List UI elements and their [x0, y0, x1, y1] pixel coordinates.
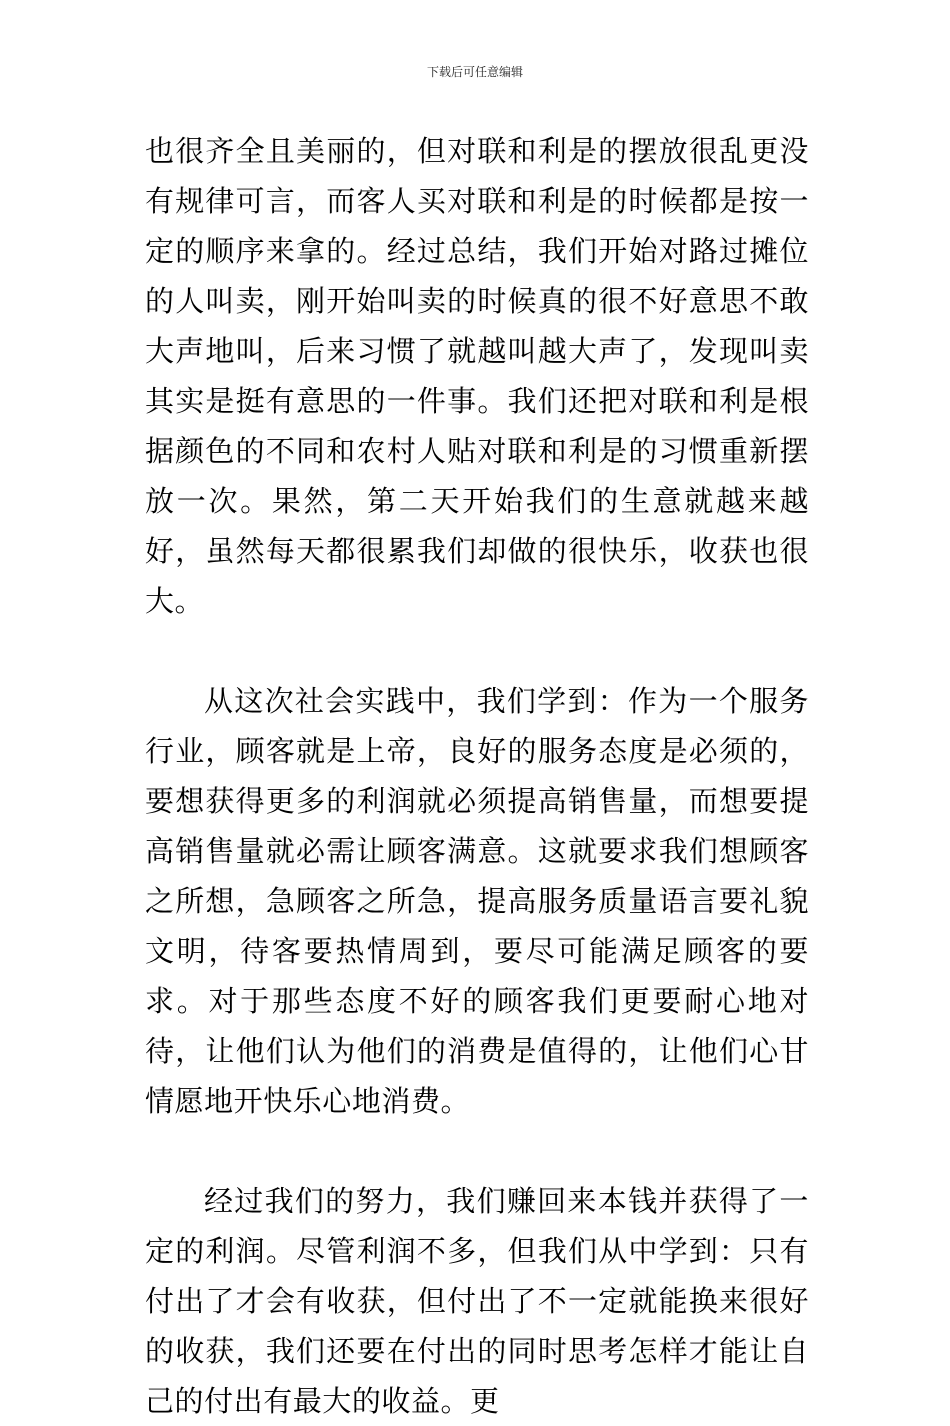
paragraph-2: 从这次社会实践中，我们学到：作为一个服务行业，顾客就是上帝，良好的服务态度是必须的，要想获得更多的利润就必须提高销售量，而想要提高销售量就必需让顾客满意。这就要求我们想顾客之所想，急顾客之所急，提高服务质量语言要礼貌文明，待客要热情周到，要尽可能满足顾客的要求。对于那些态度不好的顾客我们更要耐心地对待，让他们认为他们的消费是值得的，让他们心甘情愿地开快乐心地消费。 [145, 684, 809, 1118]
paragraph-3: 经过我们的努力，我们赚回来本钱并获得了一定的利润。尽管利润不多，但我们从中学到：只有付出了才会有收获，但付出了不一定就能换来很好的收获，我们还要在付出的同时思考怎样才能让自己的付出有最大的收益。更 [145, 1184, 809, 1418]
paragraph-spacer [145, 626, 809, 676]
document-body [145, 126, 809, 1426]
paragraph-1: 也很齐全且美丽的，但对联和利是的摆放很乱更没有规律可言，而客人买对联和利是的时候都是按一定的顺序来拿的。经过总结，我们开始对路过摊位的人叫卖，刚开始叫卖的时候真的很不好意思不敢大声地叫，后来习惯了就越叫越大声了，发现叫卖其实是挺有意思的一件事。我们还把对联和利是根据颜色的不同和农村人贴对联和利是的习惯重新摆放一次。果然，第二天开始我们的生意就越来越好，虽然每天都很累我们却做的很快乐，收获也很大。 [145, 134, 809, 618]
paragraph-spacer [145, 1126, 809, 1176]
page-header: 下载后可任意编辑 [426, 65, 523, 79]
